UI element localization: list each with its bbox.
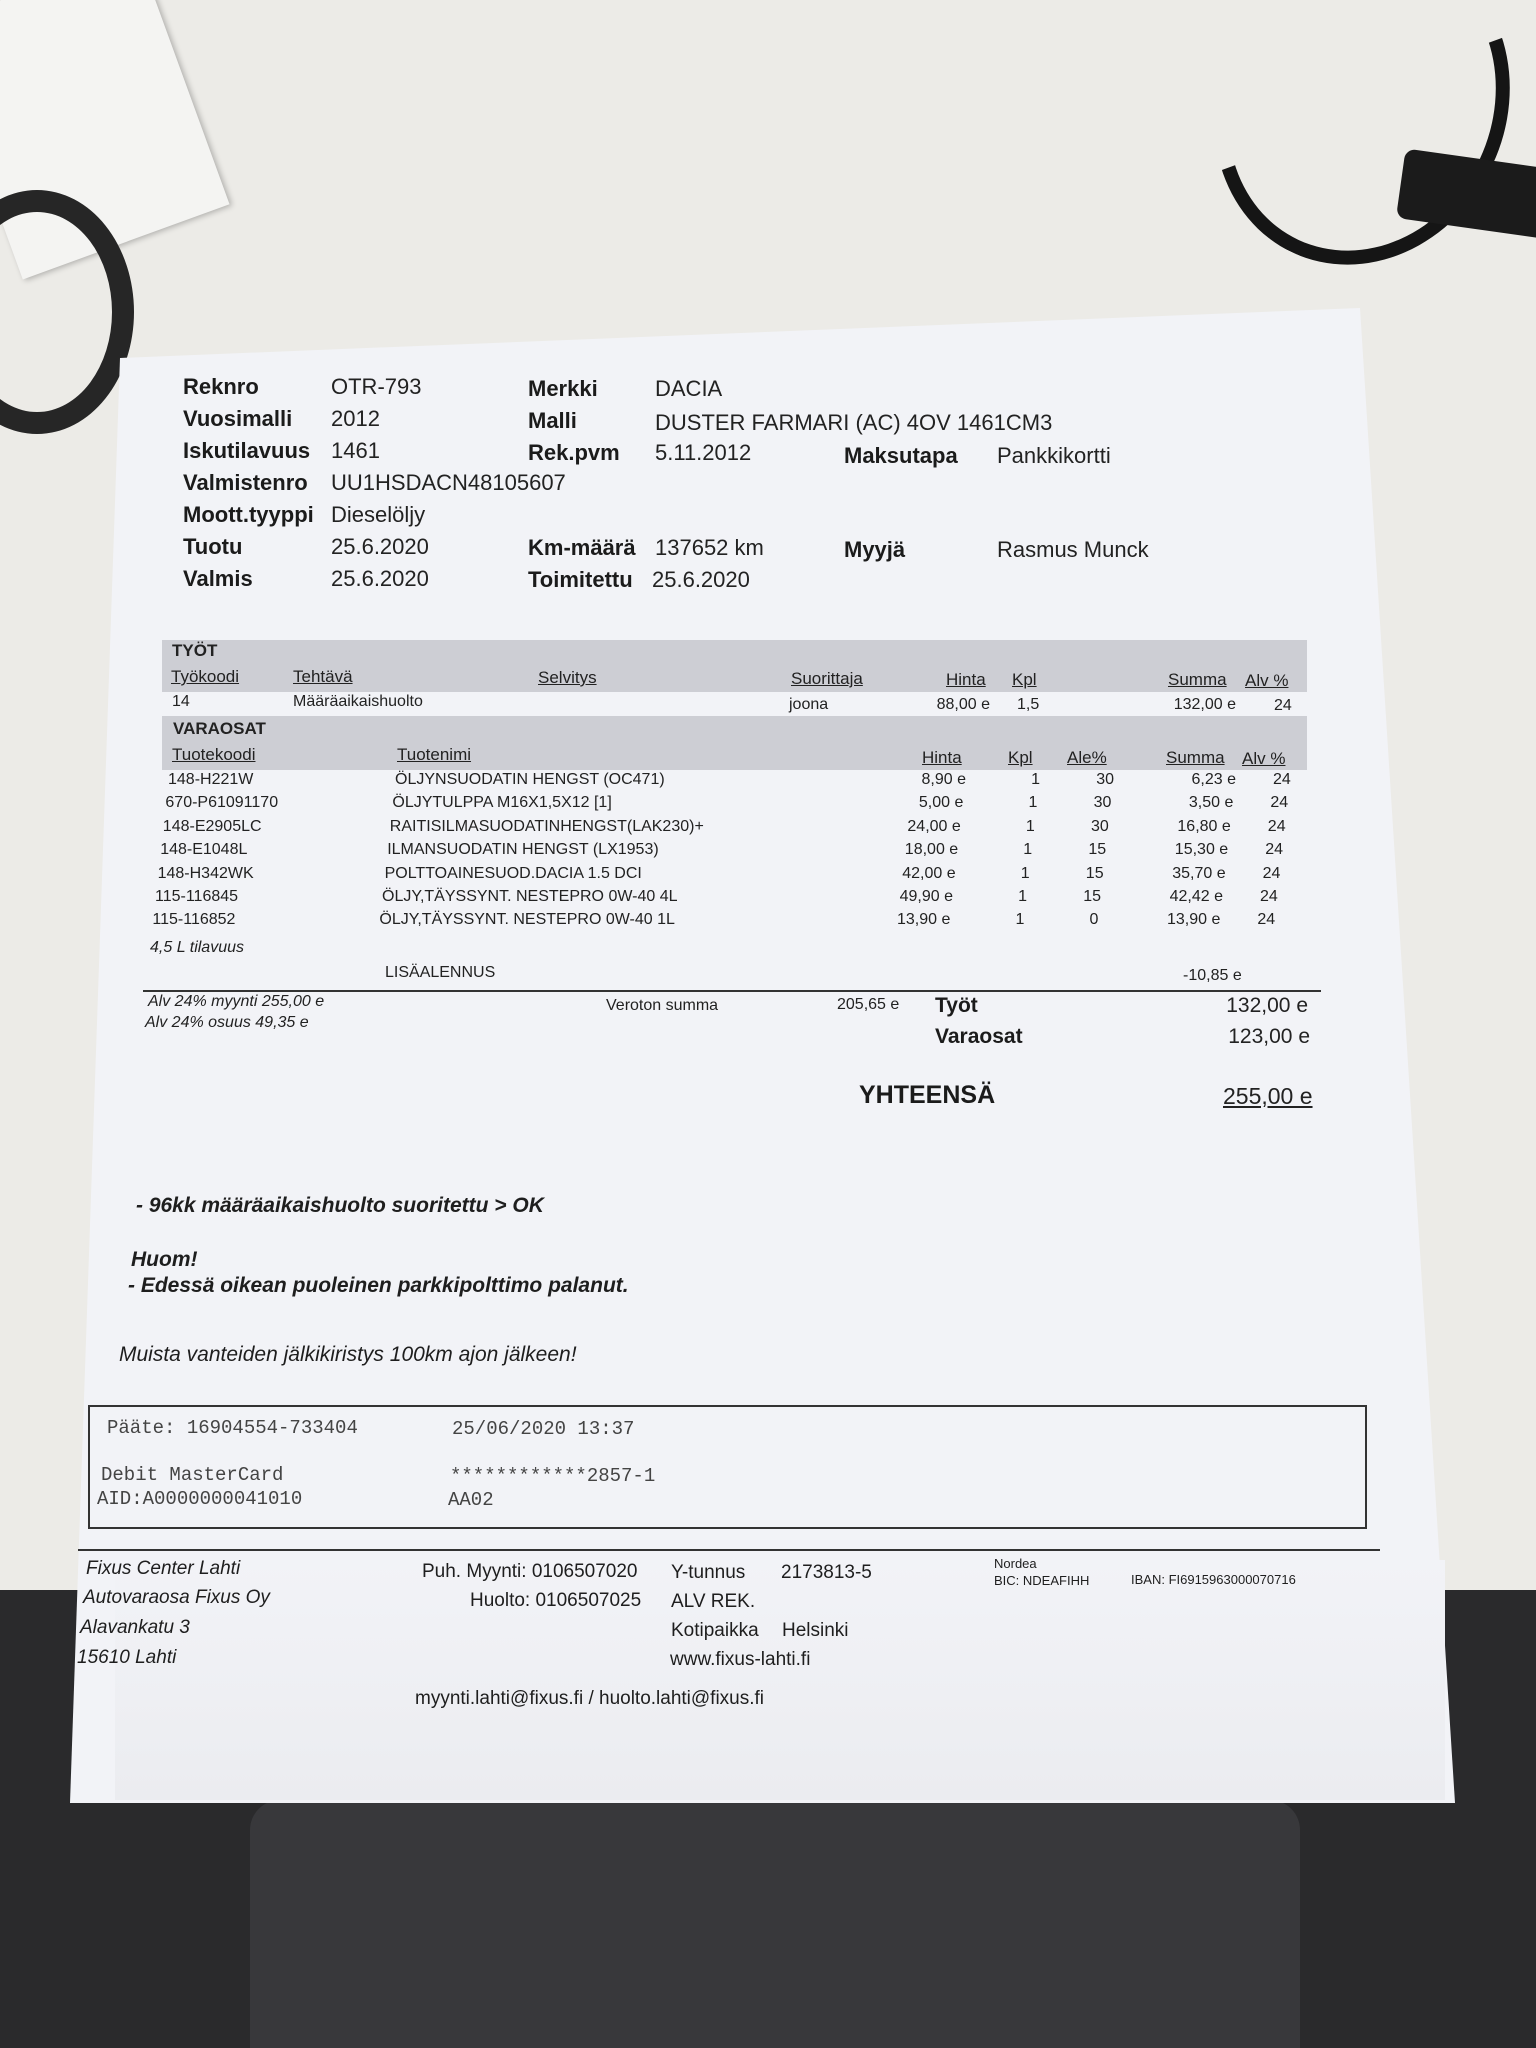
varaosat-header-band	[162, 716, 1307, 770]
varaosat-cell-nimi: POLTTOAINESUOD.DACIA 1.5 DCI	[384, 864, 642, 882]
varaosat-cell-kpl: 1	[1023, 841, 1033, 859]
varaosat-note: 4,5 L tilavuus	[150, 939, 244, 956]
footer-ytunnus: 2173813-5	[781, 1562, 872, 1583]
footer-alvrek: ALV REK.	[671, 1591, 756, 1612]
varaosat-cell-hinta: 13,90 e	[897, 911, 951, 929]
toimitettu-label: Toimitettu	[528, 567, 633, 592]
iskutilavuus-value: 1461	[331, 438, 380, 463]
varaosat-header-koodi: Tuotekoodi	[172, 745, 256, 764]
varaosat-cell-ale: 30	[1091, 817, 1109, 835]
receipt-paate: Pääte: 16904554-733404	[107, 1417, 358, 1439]
tyot-header-kpl: Kpl	[1012, 670, 1037, 689]
varaosat-cell-kpl: 1	[1025, 817, 1035, 835]
totals-divider	[143, 990, 1321, 992]
receipt-card: Debit MasterCard	[101, 1464, 284, 1486]
receipt-aid: AID:A0000000041010	[97, 1488, 303, 1510]
varaosat-header-nimi: Tuotenimi	[397, 745, 472, 764]
footer-street: Alavankatu 3	[80, 1617, 190, 1638]
vuosimalli-label: Vuosimalli	[183, 406, 293, 431]
varaosat-header-summa: Summa	[1166, 748, 1225, 767]
veroton-label: Veroton summa	[606, 997, 719, 1014]
varaosat-cell-ale: 30	[1096, 771, 1114, 788]
tyot-cell-kpl: 1,5	[1017, 696, 1040, 713]
reknro-value: OTR-793	[331, 374, 422, 399]
reknro-label: Reknro	[183, 374, 259, 399]
varaosat-cell-ale: 15	[1083, 888, 1101, 905]
tyot-header-selvitys: Selvitys	[538, 668, 597, 687]
varaosat-cell-hinta: 5,00 e	[918, 794, 964, 812]
varaosat-cell-koodi: 148-E2905LC	[162, 817, 262, 835]
varaosat-cell-kpl: 1	[1015, 911, 1025, 929]
moott-label: Moott.tyyppi	[183, 502, 314, 527]
varaosat-cell-hinta: 42,00 e	[902, 864, 956, 882]
varaosat-cell-nimi: ÖLJYTULPPA M16X1,5X12 [1]	[392, 794, 612, 812]
tyot-cell-hinta: 88,00 e	[936, 696, 990, 713]
moott-value: Dieselöljy	[331, 502, 426, 527]
varaosat-cell-koodi: 115-116845	[155, 888, 239, 905]
maksutapa-value: Pankkikortti	[997, 443, 1111, 468]
valmis-label: Valmis	[183, 566, 253, 591]
footer-kotipaikka-label: Kotipaikka	[671, 1620, 759, 1641]
varaosat-total-label: Varaosat	[935, 1025, 1023, 1048]
tyot-title: TYÖT	[172, 641, 218, 660]
varaosat-cell-nimi: ÖLJYNSUODATIN HENGST (OC471)	[395, 771, 665, 788]
varaosat-cell-alv: 24	[1265, 841, 1283, 859]
varaosat-cell-summa: 15,30 e	[1174, 841, 1229, 859]
varaosat-cell-summa: 35,70 e	[1172, 864, 1226, 882]
tyot-header-tehtava: Tehtävä	[293, 667, 353, 686]
myyja-label: Myyjä	[844, 537, 906, 562]
footer-emails: myynti.lahti@fixus.fi / huolto.lahti@fixus.fi	[415, 1688, 765, 1709]
tuotu-value: 25.6.2020	[331, 534, 429, 559]
merkki-value: DACIA	[655, 376, 723, 401]
varaosat-cell-nimi: ILMANSUODATIN HENGST (LX1953)	[387, 841, 659, 859]
varaosat-cell-alv: 24	[1270, 794, 1289, 812]
dark-fabric	[250, 1800, 1300, 2048]
footer-bic: BIC: NDEAFIHH	[994, 1573, 1090, 1588]
tyot-cell-alv: 24	[1274, 697, 1292, 714]
varaosat-cell-alv: 24	[1273, 771, 1291, 788]
varaosat-cell-ale: 15	[1088, 841, 1107, 859]
varaosat-cell-kpl: 1	[1018, 888, 1027, 905]
footer-bank: Nordea	[994, 1556, 1037, 1571]
lisaalennus-value: -10,85 e	[1183, 967, 1242, 984]
varaosat-cell-nimi: RAITISILMASUODATINHENGST(LAK230)+	[389, 817, 704, 835]
km-label: Km-määrä	[528, 535, 636, 560]
varaosat-total-value: 123,00 e	[1228, 1025, 1310, 1048]
varaosat-cell-koodi: 148-H221W	[168, 771, 254, 788]
varaosat-cell-summa: 6,23 e	[1191, 771, 1236, 788]
iskutilavuus-label: Iskutilavuus	[183, 438, 311, 463]
footer-company2: Autovaraosa Fixus Oy	[83, 1587, 270, 1608]
tyot-cell-suorittaja: joona	[789, 696, 829, 713]
varaosat-cell-summa: 3,50 e	[1188, 794, 1234, 812]
tyot-header-suorittaja: Suorittaja	[791, 669, 863, 688]
varaosat-cell-koodi: 670-P61091170	[165, 794, 279, 812]
varaosat-title: VARAOSAT	[173, 719, 266, 738]
note-huom: Huom!	[131, 1248, 198, 1271]
footer-city: 15610 Lahti	[77, 1647, 177, 1668]
varaosat-cell-alv: 24	[1260, 888, 1278, 905]
valmistenro-value: UU1HSDACN48105607	[331, 470, 566, 495]
tyot-header-summa: Summa	[1168, 670, 1227, 689]
footer-web: www.fixus-lahti.fi	[670, 1649, 811, 1670]
tyot-total-value: 132,00 e	[1226, 994, 1308, 1017]
varaosat-cell-alv: 24	[1257, 911, 1276, 929]
tyot-cell-tehtava: Määräaikaishuolto	[293, 693, 423, 710]
footer-myynti: Puh. Myynti: 0106507020	[422, 1561, 638, 1582]
receipt-masked: ************2857-1	[450, 1465, 656, 1487]
yhteensa-label: YHTEENSÄ	[859, 1081, 996, 1109]
receipt-code: AA02	[448, 1489, 494, 1511]
yhteensa-value: 255,00 e	[1223, 1083, 1313, 1109]
footer-ytunnus-label: Y-tunnus	[671, 1562, 746, 1583]
varaosat-cell-alv: 24	[1267, 817, 1286, 835]
malli-label: Malli	[528, 408, 577, 433]
km-value: 137652 km	[655, 535, 764, 560]
varaosat-cell-hinta: 24,00 e	[907, 817, 961, 835]
rekpvm-value: 5.11.2012	[655, 440, 752, 465]
footer-huolto: Huolto: 0106507025	[470, 1590, 642, 1611]
footer-divider	[78, 1549, 1380, 1551]
maksutapa-label: Maksutapa	[844, 443, 958, 468]
vuosimalli-value: 2012	[331, 406, 380, 431]
paper-lower-shade	[115, 1560, 1445, 1800]
varaosat-header-ale: Ale%	[1067, 748, 1107, 767]
merkki-label: Merkki	[528, 376, 598, 401]
varaosat-cell-nimi: ÖLJY,TÄYSSYNT. NESTEPRO 0W-40 1L	[379, 911, 675, 929]
valmis-value: 25.6.2020	[331, 566, 429, 591]
receipt-datetime: 25/06/2020 13:37	[452, 1418, 635, 1440]
varaosat-cell-kpl: 1	[1031, 771, 1040, 788]
varaosat-cell-summa: 16,80 e	[1177, 817, 1231, 835]
tuotu-label: Tuotu	[183, 534, 243, 559]
tyot-cell-koodi: 14	[172, 693, 190, 710]
footer-kotipaikka: Helsinki	[782, 1620, 849, 1641]
varaosat-cell-hinta: 8,90 e	[921, 771, 966, 788]
malli-value: DUSTER FARMARI (AC) 4OV 1461CM3	[655, 410, 1053, 435]
varaosat-cell-koodi: 148-H342WK	[157, 864, 254, 882]
lisaalennus-label: LISÄALENNUS	[385, 964, 496, 981]
note-line2: - Edessä oikean puoleinen parkkipolttimo palanut.	[128, 1274, 629, 1297]
footer-iban: IBAN: FI6915963000070716	[1131, 1572, 1296, 1587]
tyot-header-koodi: Työkoodi	[171, 667, 240, 686]
tyot-total-label: Työt	[935, 994, 978, 1017]
tyot-header-hinta: Hinta	[946, 670, 986, 689]
varaosat-header-alv: Alv %	[1242, 749, 1286, 768]
varaosat-cell-koodi: 115-116852	[152, 911, 236, 929]
varaosat-header-hinta: Hinta	[922, 748, 962, 767]
alv-myynti: Alv 24% myynti 255,00 e	[148, 993, 325, 1010]
varaosat-cell-ale: 0	[1089, 911, 1099, 929]
rekpvm-label: Rek.pvm	[528, 440, 620, 465]
varaosat-header-kpl: Kpl	[1008, 748, 1033, 767]
varaosat-cell-koodi: 148-E1048L	[160, 841, 248, 859]
tyot-cell-summa: 132,00 e	[1173, 696, 1236, 713]
note-line3: Muista vanteiden jälkikiristys 100km ajon jälkeen!	[119, 1343, 577, 1366]
note-line1: - 96kk määräaikaishuolto suoritettu > OK	[136, 1194, 544, 1217]
valmistenro-label: Valmistenro	[183, 470, 308, 495]
veroton-value: 205,65 e	[837, 996, 900, 1013]
varaosat-cell-nimi: ÖLJY,TÄYSSYNT. NESTEPRO 0W-40 4L	[382, 888, 678, 905]
footer-company1: Fixus Center Lahti	[86, 1558, 241, 1579]
tyot-header-alv: Alv %	[1245, 671, 1289, 690]
varaosat-cell-kpl: 1	[1020, 864, 1030, 882]
varaosat-cell-ale: 15	[1085, 864, 1104, 882]
toimitettu-value: 25.6.2020	[652, 567, 750, 592]
varaosat-cell-summa: 42,42 e	[1169, 888, 1223, 905]
alv-osuus: Alv 24% osuus 49,35 e	[145, 1014, 309, 1031]
varaosat-cell-hinta: 18,00 e	[904, 841, 959, 859]
varaosat-cell-hinta: 49,90 e	[899, 888, 953, 905]
varaosat-cell-kpl: 1	[1028, 794, 1038, 812]
varaosat-cell-summa: 13,90 e	[1167, 911, 1221, 929]
varaosat-cell-alv: 24	[1262, 864, 1281, 882]
myyja-value: Rasmus Munck	[997, 537, 1149, 562]
varaosat-cell-ale: 30	[1093, 794, 1112, 812]
